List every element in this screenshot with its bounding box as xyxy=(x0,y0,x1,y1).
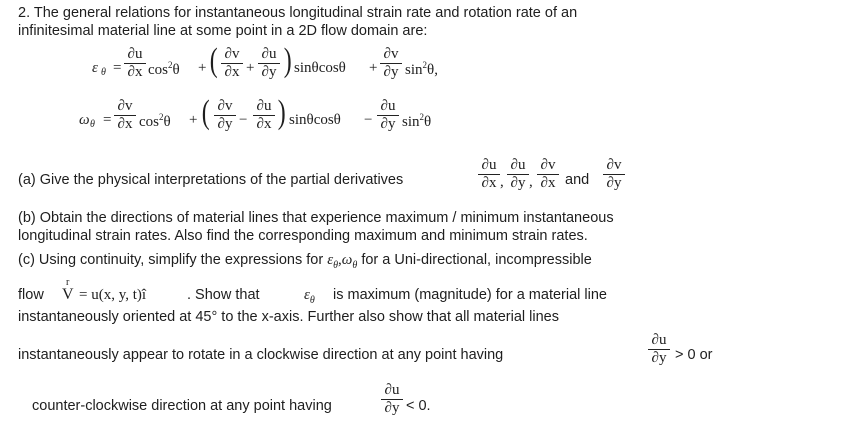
du-dx-fraction: ∂u ∂x xyxy=(124,47,146,80)
sincos-term-2: sinθcosθ xyxy=(289,112,341,128)
part-a-dv-dy: ∂v ∂y xyxy=(603,158,625,191)
part-c-line-5: counter-clockwise direction at any point having xyxy=(32,398,332,414)
part-b-line-2: longitudinal strain rates. Also find the corresponding maximum and minimum strain rates. xyxy=(18,228,588,244)
dv-dy-fraction: ∂v ∂y xyxy=(380,47,402,80)
part-a-du-dy: ∂u ∂y xyxy=(507,158,529,191)
plus-sign-3: + xyxy=(189,112,198,128)
r-vector-mark: r xyxy=(66,277,70,288)
comma-2: , xyxy=(529,174,533,190)
du-dy-fraction: ∂u ∂y xyxy=(258,47,280,80)
part-c-line-3: instantaneously oriented at 45° to the x-axis. Further also show that all material lines xyxy=(18,309,559,325)
epsilon-theta-inline: $\varepsilon_\theta$ xyxy=(304,287,315,306)
problem-line-1: 2. The general relations for instantaneous longitudinal strain rate and rotation rate of an xyxy=(18,5,578,21)
dv-dx-fraction: ∂v ∂x xyxy=(221,47,243,80)
part-c-line-4: instantaneously appear to rotate in a clockwise direction at any point having xyxy=(18,347,504,363)
cos-term-2: $\cos^2\theta$ xyxy=(139,112,171,130)
plus-sign: + xyxy=(198,60,207,76)
problem-line-2: infinitesimal material line at some point in a 2D flow domain are: xyxy=(18,23,428,39)
left-paren: ( xyxy=(209,42,218,79)
and-word: and xyxy=(565,172,590,188)
minus-sign: − xyxy=(239,112,248,128)
plus-sign-inner: + xyxy=(246,60,255,76)
left-paren-2: ( xyxy=(201,94,210,131)
less-than-zero: < 0. xyxy=(406,398,431,414)
greater-than-zero: > 0 or xyxy=(675,347,713,363)
du-dx-fraction-2: ∂u ∂x xyxy=(253,99,275,132)
cos-term: $\cos^2\theta$ xyxy=(148,60,180,78)
omega-symbol: ω xyxy=(79,112,90,128)
sin-term: $\sin^2\theta$, xyxy=(405,60,438,78)
du-dy-positive-fraction: ∂u ∂y xyxy=(648,333,670,366)
right-paren-2: ) xyxy=(277,94,286,131)
dv-dy-fraction-2: ∂v ∂y xyxy=(214,99,236,132)
part-b-line-1: (b) Obtain the directions of material lines that experience maximum / minimum instantaneous xyxy=(18,210,614,226)
part-a-dv-dx: ∂v ∂x xyxy=(537,158,559,191)
part-a-text: (a) Give the physical interpretations of the partial derivatives xyxy=(18,172,404,188)
du-dy-fraction-2: ∂u ∂y xyxy=(377,99,399,132)
sincos-term: sinθcosθ xyxy=(294,60,346,76)
right-paren: ) xyxy=(283,42,292,79)
dv-dx-fraction-2: ∂v ∂x xyxy=(114,99,136,132)
equals-sign: = xyxy=(113,60,122,76)
minus-sign-2: − xyxy=(364,112,373,128)
sin-term-2: $\sin^2\theta$ xyxy=(402,112,432,130)
epsilon-symbol: ε xyxy=(92,60,98,76)
velocity-symbol: V xyxy=(62,286,74,303)
maximum-text: is maximum (magnitude) for a material line xyxy=(333,287,607,303)
part-a-du-dx: ∂u ∂x xyxy=(478,158,500,191)
velocity-expression: = u(x, y, t)î xyxy=(79,287,147,303)
plus-sign-2: + xyxy=(369,60,378,76)
du-dy-negative-fraction: ∂u ∂y xyxy=(381,383,403,416)
comma-1: , xyxy=(500,174,504,190)
theta-subscript: θ xyxy=(101,67,106,78)
theta-subscript-2: θ xyxy=(90,119,95,130)
part-c-line-1: (c) Using continuity, simplify the expressions for $\varepsilon_\theta,\omega_\theta$ for a Uni-directional, incompressible xyxy=(18,252,592,271)
equals-sign-2: = xyxy=(103,112,112,128)
show-that-text: . Show that xyxy=(187,287,260,303)
part-c-flow-word: flow xyxy=(18,287,44,303)
